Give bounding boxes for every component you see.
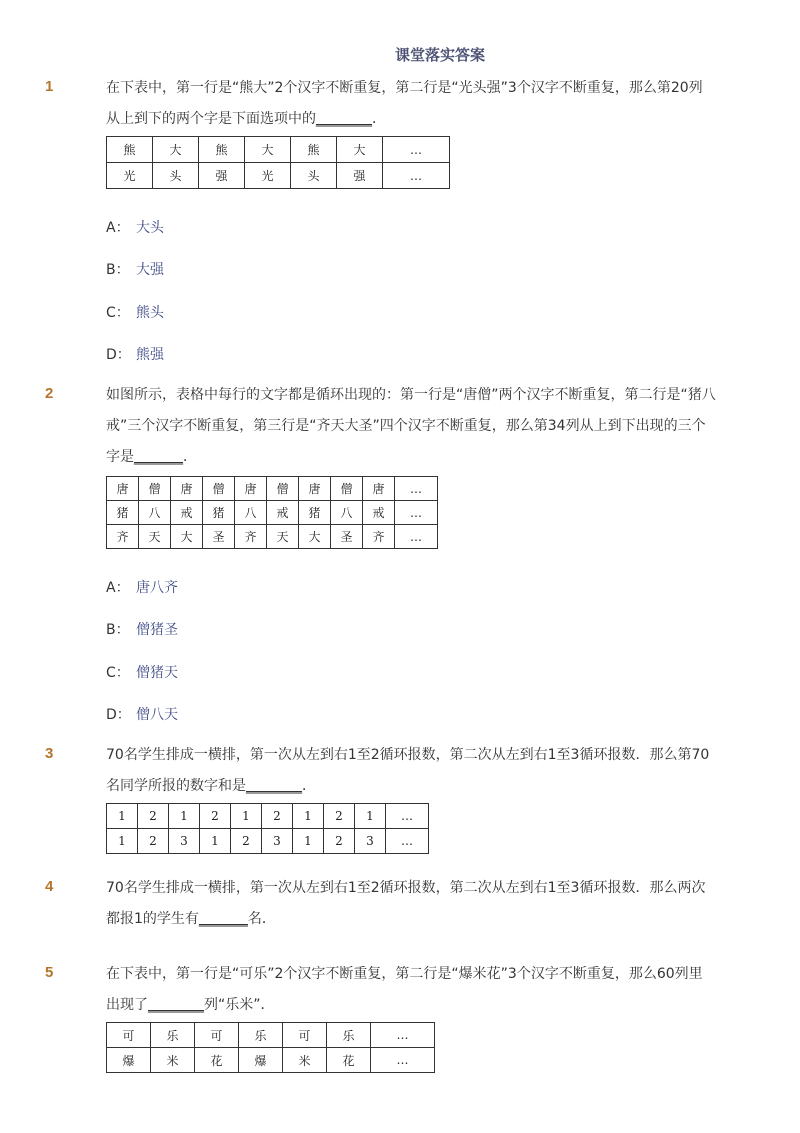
answer-blank: ________ (246, 778, 302, 794)
option-letter: B： (106, 262, 130, 278)
table-cell: 猪 (299, 501, 331, 525)
option-text: 唐八齐 (136, 580, 178, 596)
table-row (107, 829, 429, 854)
table-cell: 2 (324, 829, 355, 854)
table-cell: 乐 (239, 1023, 283, 1048)
table-row (107, 804, 429, 829)
table-cell: 2 (138, 804, 169, 829)
option-letter: A： (106, 580, 130, 596)
table-cell: 唐 (299, 477, 331, 501)
table-cell: 天 (139, 525, 171, 549)
table-cell: 大 (337, 137, 383, 163)
table-cell: 3 (169, 829, 200, 854)
table-cell: 唐 (235, 477, 267, 501)
table-cell: 可 (283, 1023, 327, 1048)
question-text-tail: ． (183, 449, 197, 465)
question-text (106, 873, 716, 935)
question-text-tail: 列“乐米”． (204, 997, 275, 1013)
option-text: 大头 (136, 220, 164, 236)
table-cell: 大 (171, 525, 203, 549)
table-cell: 光 (107, 163, 153, 189)
table-cell: 米 (151, 1048, 195, 1073)
table-row (107, 1023, 435, 1048)
table-cell: 猪 (107, 501, 139, 525)
question-number: 1 (45, 78, 54, 95)
table-cell: 天 (267, 525, 299, 549)
table-row (107, 525, 438, 549)
option-text: 熊头 (136, 305, 164, 321)
table-cell: … (371, 1048, 435, 1073)
option-letter: A： (106, 220, 130, 236)
option-letter: D： (106, 707, 131, 723)
table-cell: 2 (324, 804, 355, 829)
table-cell: 1 (107, 804, 138, 829)
table-cell: 唐 (363, 477, 395, 501)
question-text (106, 740, 716, 802)
option-c[interactable] (106, 662, 178, 682)
question-text-body: 70名学生排成一横排，第一次从左到右1至2循环报数，第二次从左到右1至3循环报数．那么第70名同学所报的数字和是 (106, 747, 710, 794)
question-number: 5 (45, 964, 54, 981)
option-text: 僧猪圣 (136, 622, 178, 638)
option-letter: D： (106, 347, 131, 363)
table-cell: … (395, 525, 438, 549)
option-d[interactable] (106, 704, 178, 724)
question-text-tail: ． (302, 778, 316, 794)
table-cell: … (395, 501, 438, 525)
table-cell: 八 (235, 501, 267, 525)
option-a[interactable] (106, 577, 178, 597)
table-cell: 猪 (203, 501, 235, 525)
table-cell: 乐 (327, 1023, 371, 1048)
question-number: 4 (45, 878, 54, 895)
table-cell: 3 (262, 829, 293, 854)
table-cell: … (371, 1023, 435, 1048)
question-text (106, 959, 716, 1021)
table-cell: 1 (231, 804, 262, 829)
table-cell: 花 (195, 1048, 239, 1073)
table-cell: 1 (200, 829, 231, 854)
table-cell: 僧 (203, 477, 235, 501)
table-cell: 1 (293, 804, 324, 829)
table-cell: 大 (245, 137, 291, 163)
option-c[interactable] (106, 302, 164, 322)
pattern-table (106, 1022, 435, 1073)
table-cell: 乐 (151, 1023, 195, 1048)
table-cell: … (395, 477, 438, 501)
table-cell: 大 (299, 525, 331, 549)
table-cell: 熊 (291, 137, 337, 163)
table-cell: 僧 (139, 477, 171, 501)
table-cell: 光 (245, 163, 291, 189)
table-cell: 1 (355, 804, 386, 829)
option-letter: B： (106, 622, 130, 638)
question-text-body: 在下表中，第一行是“可乐”2个汉字不断重复，第二行是“爆米花”3个汉字不断重复，那么60列里出现了 (106, 966, 703, 1013)
table-cell: 1 (293, 829, 324, 854)
table-cell: 僧 (267, 477, 299, 501)
table-cell: 1 (169, 804, 200, 829)
option-d[interactable] (106, 344, 164, 364)
option-letter: C： (106, 665, 130, 681)
option-a[interactable] (106, 217, 164, 237)
table-cell: … (383, 137, 450, 163)
option-text: 大强 (136, 262, 164, 278)
table-cell: 2 (138, 829, 169, 854)
table-cell: 齐 (235, 525, 267, 549)
table-cell: 圣 (331, 525, 363, 549)
table-row (107, 1048, 435, 1073)
pattern-table (106, 803, 429, 854)
table-cell: 僧 (331, 477, 363, 501)
option-text: 僧猪天 (136, 665, 178, 681)
table-cell: 强 (337, 163, 383, 189)
table-row (107, 477, 438, 501)
option-text: 熊强 (136, 347, 164, 363)
table-cell: 3 (355, 829, 386, 854)
option-text: 僧八天 (136, 707, 178, 723)
page-title: 课堂落实答案 (394, 46, 485, 64)
table-cell: 2 (200, 804, 231, 829)
table-cell: 圣 (203, 525, 235, 549)
pattern-table (106, 136, 450, 189)
table-cell: 齐 (363, 525, 395, 549)
table-cell: 爆 (107, 1048, 151, 1073)
table-cell: 2 (231, 829, 262, 854)
option-letter: C： (106, 305, 130, 321)
question-number: 3 (45, 745, 54, 762)
table-cell: 大 (153, 137, 199, 163)
table-cell: 米 (283, 1048, 327, 1073)
table-cell: 唐 (171, 477, 203, 501)
question-text-body: 在下表中，第一行是“熊大”2个汉字不断重复，第二行是“光头强”3个汉字不断重复，那么第20列从上到下的两个字是下面选项中的 (106, 80, 703, 127)
table-cell: 花 (327, 1048, 371, 1073)
question-number: 2 (45, 385, 54, 402)
answer-blank: ________ (148, 997, 204, 1013)
answer-blank: ________ (316, 111, 372, 127)
question-text (106, 73, 716, 135)
table-cell: 八 (139, 501, 171, 525)
table-cell: 熊 (199, 137, 245, 163)
table-cell: 熊 (107, 137, 153, 163)
table-cell: 可 (195, 1023, 239, 1048)
table-cell: 戒 (267, 501, 299, 525)
table-cell: 八 (331, 501, 363, 525)
table-cell: 可 (107, 1023, 151, 1048)
pattern-table (106, 476, 438, 549)
table-cell: 1 (107, 829, 138, 854)
question-text-tail: 名． (247, 911, 276, 927)
table-cell: … (386, 829, 429, 854)
table-row (107, 137, 450, 163)
question-text-body: 70名学生排成一横排，第一次从左到右1至2循环报数，第二次从左到右1至3循环报数．那么两次都报1的学生有 (106, 880, 706, 927)
table-cell: … (383, 163, 450, 189)
table-cell: 爆 (239, 1048, 283, 1073)
table-cell: … (386, 804, 429, 829)
table-cell: 强 (199, 163, 245, 189)
table-cell: 头 (153, 163, 199, 189)
option-b[interactable] (106, 259, 164, 279)
answer-blank: _______ (198, 911, 248, 927)
table-cell: 戒 (363, 501, 395, 525)
option-b[interactable] (106, 619, 178, 639)
question-text-tail: ． (372, 111, 386, 127)
question-text-body: 如图所示，表格中每行的文字都是循环出现的：第一行是“唐僧”两个汉字不断重复，第二行是“猪八戒”三个汉字不断重复，第三行是“齐天大圣”四个汉字不断重复，那么第34列从上到下出现的三个字是 (106, 387, 716, 465)
table-row (107, 501, 438, 525)
table-cell: 齐 (107, 525, 139, 549)
table-cell: 戒 (171, 501, 203, 525)
table-cell: 头 (291, 163, 337, 189)
answer-blank: _______ (134, 449, 183, 465)
question-text (106, 380, 716, 473)
table-cell: 唐 (107, 477, 139, 501)
table-row (107, 163, 450, 189)
table-cell: 2 (262, 804, 293, 829)
